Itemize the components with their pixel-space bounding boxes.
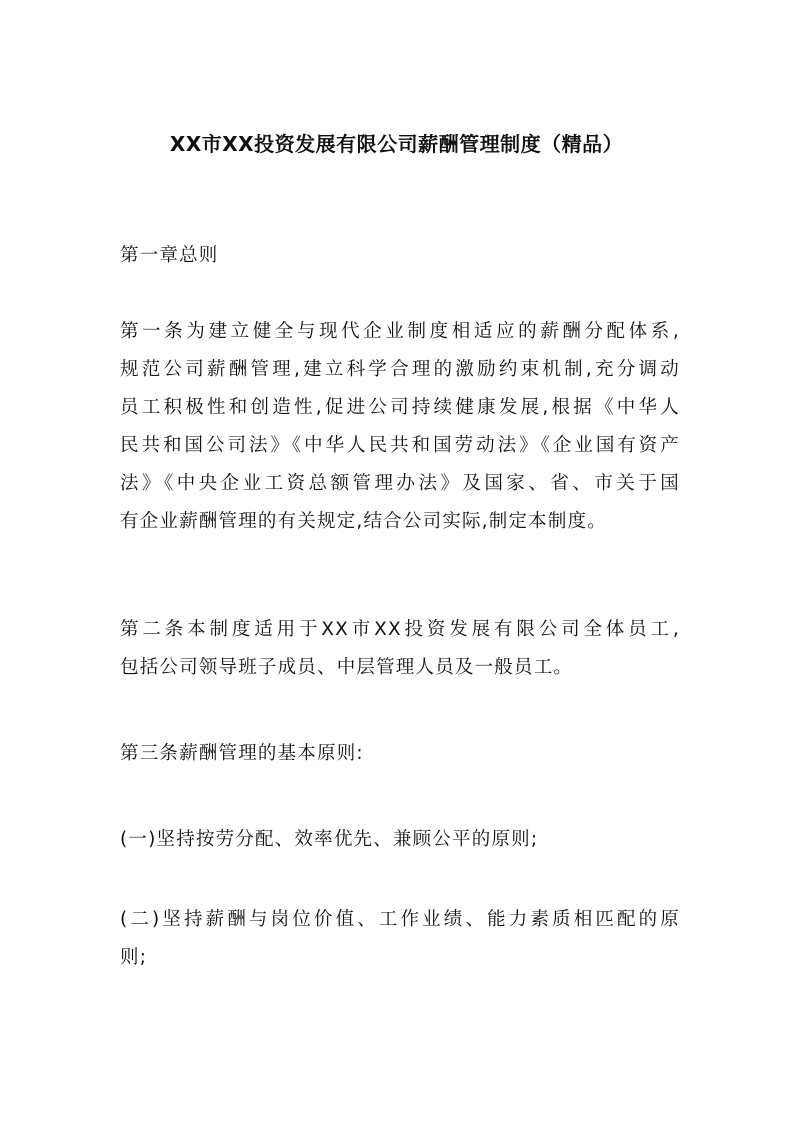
article-3-heading-text: 第三条薪酬管理的基本原则: [120,743,364,764]
principle-1-text: (一)坚持按劳分配、效率优先、兼顾公平的原则; [120,829,539,850]
article-2-line: 第二条本制度适用于XX市XX投资发展有限公司全体员工, [120,619,680,640]
article-1-line: 规范公司薪酬管理,建立科学合理的激励约束机制,充分调动 [120,359,680,380]
article-1-line: 民共和国公司法》《中华人民共和国劳动法》《企业国有资产 [120,435,680,456]
article-2-line: 包括公司领导班子成员、中层管理人员及一般员工。 [120,657,574,678]
article-1-line: 有企业薪酬管理的有关规定,结合公司实际,制定本制度。 [120,511,607,532]
chapter-heading [120,237,680,275]
principle-2-line: (二)坚持薪酬与岗位价值、工作业绩、能力素质相匹配的原 [120,909,680,930]
article-1-line: 第一条为建立健全与现代企业制度相适应的薪酬分配体系, [120,321,680,342]
principle-2 [120,901,680,977]
article-1-line: 员工积极性和创造性,促进公司持续健康发展,根据《中华人 [120,397,680,418]
article-2 [120,611,680,687]
document-title: XX市XX投资发展有限公司薪酬管理制度（精品） [169,132,624,156]
article-1 [120,313,680,541]
article-3-heading [120,735,680,773]
principle-2-line: 则; [120,947,148,968]
principle-1 [120,821,680,859]
chapter-heading-text: 第一章总则 [120,245,219,266]
article-1-line: 法》《中央企业工资总额管理办法》及国家、省、市关于国 [120,473,680,494]
